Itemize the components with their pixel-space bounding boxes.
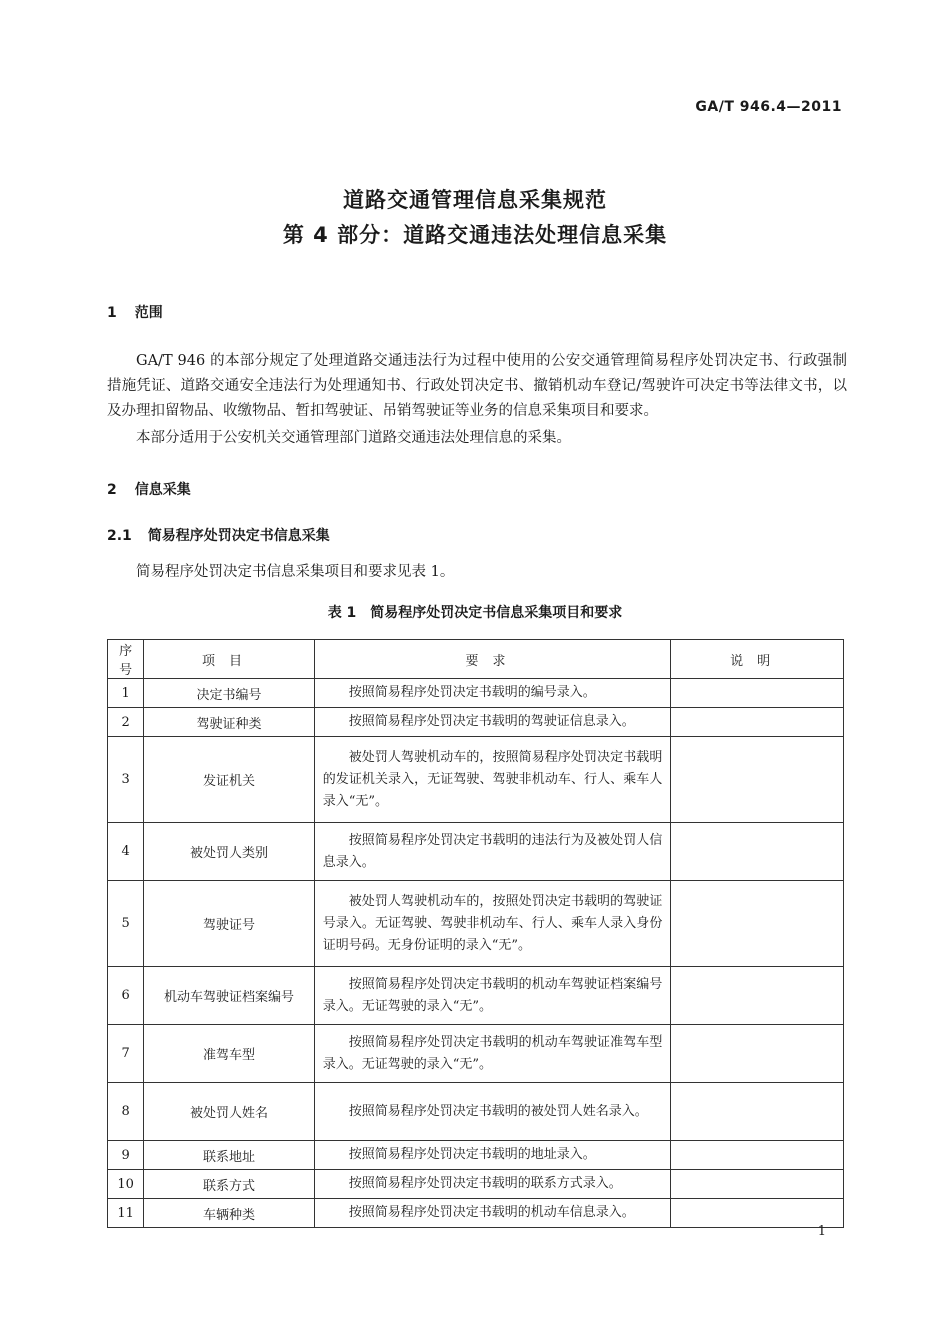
section-number: 1 [107, 305, 117, 321]
row-note [671, 679, 844, 708]
table-row [108, 708, 844, 737]
table-caption: 表 1 简易程序处罚决定书信息采集项目和要求 [327, 605, 623, 621]
row-requirement: 按照简易程序处罚决定书载明的联系方式录入。 [314, 1170, 671, 1199]
document-subtitle: 第 4 部分：道路交通违法处理信息采集 [282, 223, 668, 247]
row-number: 3 [108, 737, 144, 823]
header-requirement: 要求 [314, 640, 671, 679]
row-note [671, 708, 844, 737]
row-number: 11 [108, 1199, 144, 1228]
row-requirement: 按照简易程序处罚决定书载明的机动车驾驶证准驾车型录入。无证驾驶的录入“无”。 [314, 1025, 671, 1083]
row-note [671, 881, 844, 967]
section-title: 简易程序处罚决定书信息采集 [147, 528, 330, 544]
table-row [108, 823, 844, 881]
row-item: 驾驶证号 [144, 881, 315, 967]
row-number: 9 [108, 1141, 144, 1170]
row-note [671, 1170, 844, 1199]
applicability-paragraph: 本部分适用于公安机关交通管理部门道路交通违法处理信息的采集。 [136, 430, 571, 446]
row-requirement: 按照简易程序处罚决定书载明的机动车驾驶证档案编号录入。无证驾驶的录入“无”。 [314, 967, 671, 1025]
table-row [108, 737, 844, 823]
row-item: 准驾车型 [144, 1025, 315, 1083]
row-note [671, 737, 844, 823]
row-item: 联系方式 [144, 1170, 315, 1199]
table-row [108, 1141, 844, 1170]
table-row [108, 1025, 844, 1083]
header-no: 序号 [108, 640, 144, 679]
page-number: 1 [817, 1224, 826, 1239]
section-number: 2.1 [107, 528, 132, 544]
row-item: 联系地址 [144, 1141, 315, 1170]
row-item: 车辆种类 [144, 1199, 315, 1228]
row-number: 1 [108, 679, 144, 708]
table-header-row [108, 640, 844, 679]
document-title: 道路交通管理信息采集规范 [343, 188, 607, 212]
table-row [108, 1083, 844, 1141]
row-item: 驾驶证种类 [144, 708, 315, 737]
row-number: 5 [108, 881, 144, 967]
row-number: 10 [108, 1170, 144, 1199]
row-requirement: 被处罚人驾驶机动车的，按照处罚决定书载明的驾驶证号录入。无证驾驶、驾驶非机动车、行人、乘车人录入身份证明号码。无身份证明的录入“无”。 [314, 881, 671, 967]
row-item: 被处罚人姓名 [144, 1083, 315, 1141]
row-requirement: 按照简易程序处罚决定书载明的机动车信息录入。 [314, 1199, 671, 1228]
row-item: 发证机关 [144, 737, 315, 823]
row-note [671, 967, 844, 1025]
row-number: 7 [108, 1025, 144, 1083]
section-title: 范围 [134, 305, 163, 321]
row-number: 2 [108, 708, 144, 737]
table-row [108, 881, 844, 967]
row-requirement: 按照简易程序处罚决定书载明的被处罚人姓名录入。 [314, 1083, 671, 1141]
row-number: 8 [108, 1083, 144, 1141]
section-number: 2 [107, 482, 117, 498]
row-requirement: 按照简易程序处罚决定书载明的地址录入。 [314, 1141, 671, 1170]
row-number: 6 [108, 967, 144, 1025]
row-requirement: 被处罚人驾驶机动车的，按照简易程序处罚决定书载明的发证机关录入，无证驾驶、驾驶非机动车、行人、乘车人录入“无”。 [314, 737, 671, 823]
row-requirement: 按照简易程序处罚决定书载明的编号录入。 [314, 679, 671, 708]
table-row [108, 967, 844, 1025]
header-note: 说明 [671, 640, 844, 679]
standard-code: GA/T 946.4—2011 [695, 99, 842, 115]
section-2-1-heading [107, 525, 330, 545]
row-item: 被处罚人类别 [144, 823, 315, 881]
scope-paragraph: GA/T 946 的本部分规定了处理道路交通违法行为过程中使用的公安交通管理简易程序处罚决定书、行政强制措施凭证、道路交通安全违法行为处理通知书、行政处罚决定书、撤销机动车登记/驾驶许可决定书等法律文书，以及办理扣留物品、收缴物品、暂扣驾驶证、吊销驾驶证等业务的信息采集项目和要求。 [107, 353, 847, 419]
row-note [671, 1141, 844, 1170]
section-2-heading [107, 479, 191, 499]
info-table [107, 639, 844, 1228]
table-reference-paragraph: 简易程序处罚决定书信息采集项目和要求见表 1。 [136, 564, 455, 580]
row-note [671, 1025, 844, 1083]
row-note [671, 1083, 844, 1141]
row-item: 决定书编号 [144, 679, 315, 708]
row-note [671, 823, 844, 881]
section-title: 信息采集 [134, 482, 191, 498]
row-requirement: 按照简易程序处罚决定书载明的违法行为及被处罚人信息录入。 [314, 823, 671, 881]
row-item: 机动车驾驶证档案编号 [144, 967, 315, 1025]
section-1-heading [107, 302, 163, 322]
table-row [108, 679, 844, 708]
table-row [108, 1170, 844, 1199]
row-number: 4 [108, 823, 144, 881]
row-requirement: 按照简易程序处罚决定书载明的驾驶证信息录入。 [314, 708, 671, 737]
table-row [108, 1199, 844, 1228]
header-item: 项目 [144, 640, 315, 679]
